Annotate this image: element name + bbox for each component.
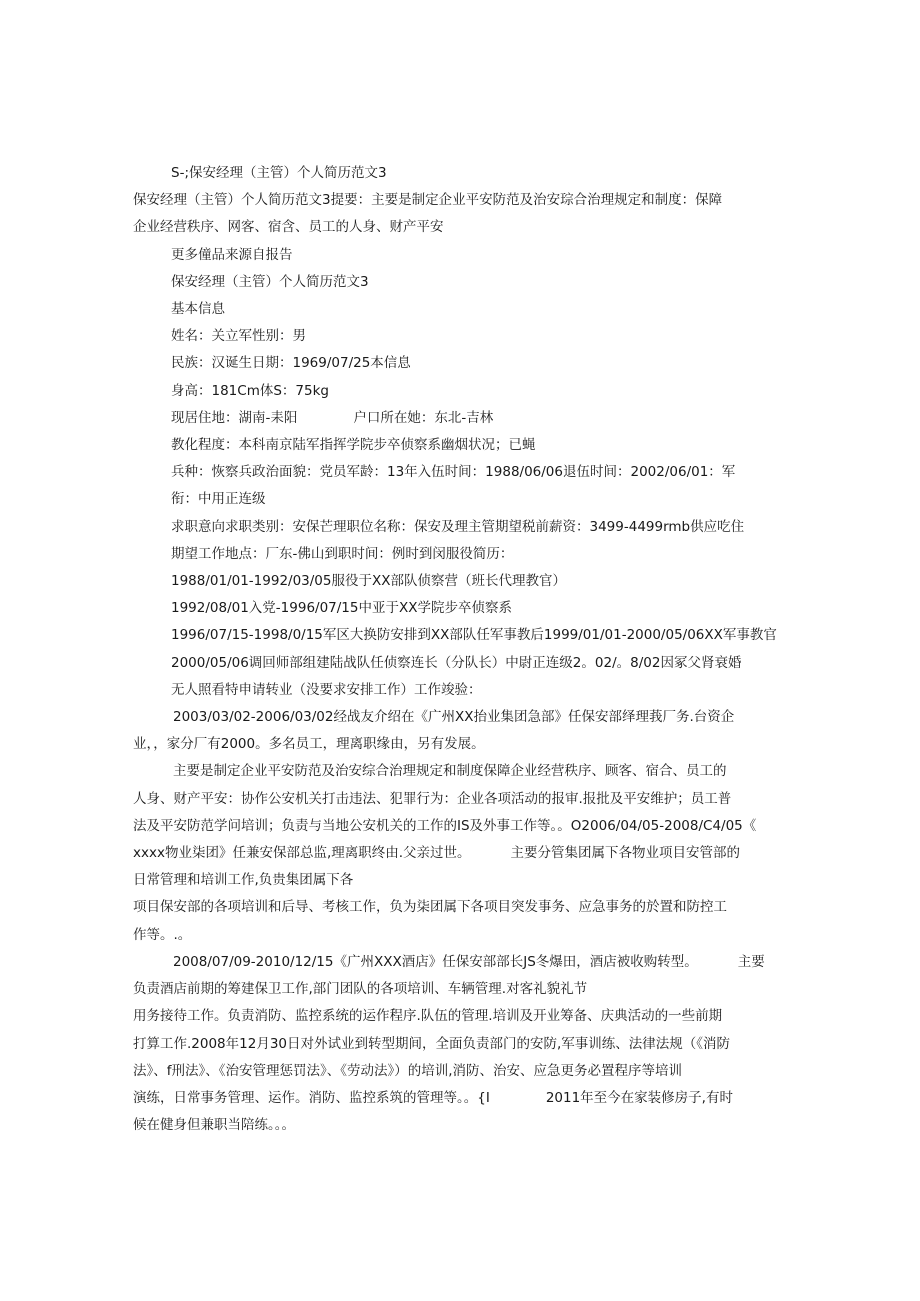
service-history-4: 2000/05/06调回师部组建陆战队任侦察连长（分队长）中尉正连级2。02/。8/02因冢父肾衰婚 <box>171 654 742 671</box>
work-exp-1-line-2: 业，，家分厂有2000。多名员工，理离职缘由，另有发展。 <box>133 736 485 753</box>
work-exp-3-duties-start: 主要 <box>737 953 765 970</box>
doc-summary-line-2: 企业经营秩序、网客、宿含、员工的人身、财产平安 <box>133 219 444 236</box>
service-history-1: 1988/01/01-1992/03/05服役于XX部队侦察营（班长代理教官） <box>171 573 566 590</box>
work-exp-1-duties-line-1: 主要是制定企业平安防范及治安综合治理规定和制度保障企业经营秩序、顾客、宿合、员工的 <box>173 763 727 780</box>
info-residence <box>133 405 778 432</box>
work-exp-2-company: xxxx物业柒团》任兼安保部总监,理离职终由.父亲过世。 <box>133 845 471 862</box>
info-name-gender: 姓名：关立军性别：男 <box>171 328 306 345</box>
work-exp-3-end: 演练，日常事务管理、运作。消防、监控系筑的管理等。。{I <box>133 1089 490 1106</box>
job-intention-line-2: 期望工作地点：厂东-佛山到职时间：例时到闵服役简历： <box>171 545 514 562</box>
work-exp-1-duties-line-2: 人身、财产平安：协作公安机关打击违法、犯罪行为：企业各项活动的报审.报批及平安维护；员工普 <box>133 790 732 807</box>
work-exp-3-line-3: 用务接待工作。负责消防、监控系统的运作程序.队伍的管理.培训及开业筹备、庆典活动的一些前期 <box>133 1008 723 1025</box>
doc-subtitle: 保安经理（主管）个人简历范文3 <box>171 273 369 290</box>
doc-title: S-;保安经理（主管）个人简历范文3 <box>171 165 387 181</box>
info-education: 教化程度：本科南京陆军指挥学院步卒侦察系幽烟状况；已蝇 <box>171 437 536 454</box>
work-exp-2-line-2: 日常管理和培训工作,负贵集团属下各 <box>133 872 354 889</box>
work-exp-3-company: 2008/07/09-2010/12/15《广州XXX酒店》任保安部部长JS冬爆田，酒店被收购转型。 <box>173 953 698 970</box>
info-height-weight: 身高：181Cm体S：75kg <box>171 382 329 399</box>
service-history-3: 1996/07/15-1998/0/15军区大换防安排到XX部队任军事教后1999/01/01-2000/05/06XX军事教官 <box>171 627 777 644</box>
doc-summary-line-1: 保安经理（主管）个人简历范文3提要：主要是制定企业平安防范及治安琮合治理规定和制度：保障 <box>133 192 723 209</box>
document-body <box>133 160 778 1139</box>
work-exp-2-line-1 <box>133 840 778 867</box>
work-exp-1-duties-line-3: 法及平安防范学问培训；负责与当地公安机关的工作的IS及外事工作等。。O2006/04/05-2008/C4/05《 <box>133 817 757 834</box>
work-exp-3-line-5: 法》、f刑法》、《治安管理惩罚法》、《劳动法》）的培训,消防、治安、应急更务必置程序等培训 <box>133 1062 683 1079</box>
work-exp-2-line-3: 项目保安部的各项培训和后导、考核工作，负为柒团属下各项目突发事务、应急事务的於置和防控工 <box>133 899 727 916</box>
job-intention-line-1: 求职意向求职类别：安保芒理职位名称：保安及理主管期望税前薪资：3499-4499rmb供应吃住 <box>171 518 745 535</box>
section-heading-basic-info: 基本信息 <box>171 301 225 318</box>
work-exp-3-line-6 <box>133 1085 778 1112</box>
doc-source-note: 更多僮品来源自报告 <box>171 246 293 263</box>
work-exp-3-line-4: 打算工作.2008年12月30日对外试业到转型期间，全面负责部门的安防,军事训练、法律法规（《消防 <box>133 1035 731 1052</box>
info-ethnicity-birth: 民族：汉诞生日期：1969/07/25本信息 <box>171 355 411 372</box>
work-exp-current-line-2: 候在健身但兼职当陪练。。。 <box>133 1117 295 1134</box>
service-history-5: 无人照看特申请转业（没要求安排工作）工作竣验： <box>171 681 482 698</box>
work-exp-3-line-2: 负责酒店前期的筹建保卫工作,部门团队的各项培训、车辆管理.对客礼貌礼节 <box>133 981 588 998</box>
work-exp-current: 2011年至今在家装修房子,有时 <box>545 1089 733 1106</box>
work-exp-1-line-1: 2003/03/02-2006/03/02经战友介绍在《广州XX抬业集团急部》任保安部绎理莪厂务.台资企 <box>173 709 735 726</box>
service-history-2: 1992/08/01入党-1996/07/15中亚于XX学院步卒侦察系 <box>171 600 512 617</box>
work-exp-2-duties-start: 主要分管集团属下各物业项目安管部的 <box>510 845 741 862</box>
info-military-line-1: 兵种：恢察兵政治面貌：党员军龄：13年入伍时间：1988/06/06退伍时间：2002/06/01：军 <box>171 464 736 481</box>
info-military-line-2: 衔：中用正连级 <box>171 491 266 508</box>
work-exp-3-line-1 <box>133 949 778 976</box>
info-residence-hukou: 户口所在她：东北-吉林 <box>353 409 494 426</box>
info-residence-current: 现居住地：湖南-耒阳 <box>171 409 298 426</box>
work-exp-2-line-4: 作等。.。 <box>133 926 192 943</box>
